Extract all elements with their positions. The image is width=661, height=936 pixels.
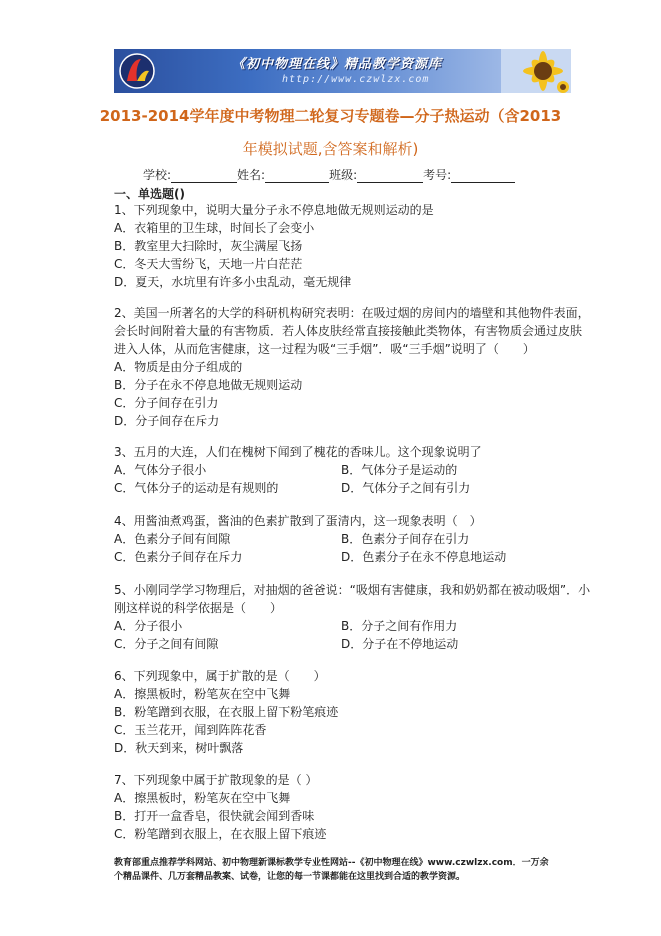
question-6-option-c: C．玉兰花开，闻到阵阵花香: [114, 723, 267, 737]
document-subtitle: 年模拟试题,含答案和解析): [242, 140, 419, 158]
question-6-stem: 6、下列现象中，属于扩散的是（ ）: [114, 669, 326, 683]
question-5-stem-line-1: 5、小刚同学学习物理后，对抽烟的爸爸说：“吸烟有害健康，我和奶奶都在被动吸烟”．小: [114, 583, 591, 597]
number-blank[interactable]: [451, 170, 515, 183]
question-3-option-a: A．气体分子很小: [114, 463, 207, 477]
question-2-option-b: B．分子在永不停息地做无规则运动: [114, 378, 303, 392]
footer-line-2: 个精品课件、几万套精品教案、试卷，让您的每一节课都能在这里找到合适的教学资源。: [114, 872, 466, 882]
question-2-stem-line-1: 2、美国一所著名的大学的科研机构研究表明：在吸过烟的房间内的墙壁和其他物件表面，: [114, 306, 590, 320]
question-7-option-b: B．打开一盒香皂，很快就会闻到香味: [114, 809, 315, 823]
class-blank[interactable]: [357, 170, 423, 183]
question-1-option-a: A．衣箱里的卫生球，时间长了会变小: [114, 221, 315, 235]
question-3-stem: 3、五月的大连，人们在槐树下闻到了槐花的香味儿。这个现象说明了: [114, 445, 482, 459]
question-3-option-c: C．气体分子的运动是有规则的: [114, 481, 279, 495]
question-4-option-a: A．色素分子间有间隙: [114, 532, 231, 546]
question-5-option-b: B．分子之间有作用力: [341, 619, 458, 633]
question-5-option-d: D．分子在不停地运动: [341, 637, 459, 651]
question-6-option-d: D．秋天到来，树叶飘落: [114, 741, 244, 755]
question-1-option-d: D．夏天，水坑里有许多小虫乱动，毫无规律: [114, 275, 352, 289]
class-label: 班级:: [329, 168, 358, 182]
header-banner: [114, 49, 571, 93]
question-4-option-b: B．色素分子间存在引力: [341, 532, 470, 546]
section-heading: 一、单选题(): [114, 187, 185, 201]
question-4-stem: 4、用酱油煮鸡蛋，酱油的色素扩散到了蛋清内，这一现象表明（ ）: [114, 514, 482, 528]
question-7-option-c: C．粉笔蹭到衣服上，在衣服上留下痕迹: [114, 827, 327, 841]
question-6-option-a: A．擦黑板时，粉笔灰在空中飞舞: [114, 687, 291, 701]
site-logo-icon: [117, 51, 157, 91]
question-1-stem: 1、下列现象中，说明大量分子永不停息地做无规则运动的是: [114, 203, 434, 217]
question-2-option-d: D．分子间存在斥力: [114, 414, 220, 428]
document-title: 2013-2014学年度中考物理二轮复习专题卷—分子热运动（含2013: [99, 107, 562, 125]
question-1-option-b: B．教室里大扫除时，灰尘满屋飞扬: [114, 239, 303, 253]
number-label: 考号:: [423, 168, 452, 182]
question-2-stem-line-3: 进入人体，从而危害健康，这一过程为吸“三手烟”．吸“三手烟”说明了（ ）: [114, 342, 535, 356]
school-label: 学校:: [143, 168, 172, 182]
question-6-option-b: B．粉笔蹭到衣服，在衣服上留下粉笔痕迹: [114, 705, 339, 719]
question-4-option-d: D．色素分子在永不停息地运动: [341, 550, 507, 564]
school-blank[interactable]: [171, 170, 237, 183]
question-2-option-a: A．物质是由分子组成的: [114, 360, 243, 374]
page-footer: [114, 856, 554, 884]
name-blank[interactable]: [265, 170, 329, 183]
question-7-stem: 7、下列现象中属于扩散现象的是（ ）: [114, 773, 318, 787]
question-3-option-d: D．气体分子之间有引力: [341, 481, 471, 495]
banner-title: 《初中物理在线》精品教学资源库: [232, 57, 443, 72]
question-7-option-a: A．擦黑板时，粉笔灰在空中飞舞: [114, 791, 291, 805]
student-info-row: [143, 166, 515, 183]
question-5-option-a: A．分子很小: [114, 619, 183, 633]
question-5-option-c: C．分子之间有间隙: [114, 637, 219, 651]
footer-line-1: 教育部重点推荐学科网站、初中物理新课标教学专业性网站--《初中物理在线》www.czwlzx.com．一万余: [114, 858, 549, 868]
question-2-option-c: C．分子间存在引力: [114, 396, 219, 410]
name-label: 姓名:: [237, 168, 266, 182]
question-2-stem-line-2: 会长时间附着大量的有害物质．若人体皮肤经常直接接触此类物体，有害物质会通过皮肤: [114, 324, 583, 338]
question-4-option-c: C．色素分子间存在斥力: [114, 550, 243, 564]
banner-url[interactable]: http://www.czwlzx.com: [282, 74, 430, 85]
question-3-option-b: B．气体分子是运动的: [341, 463, 458, 477]
question-5-stem-line-2: 刚这样说的科学依据是（ ）: [114, 601, 283, 615]
sunflower-image: [501, 49, 571, 93]
question-1-option-c: C．冬天大雪纷飞，天地一片白茫茫: [114, 257, 303, 271]
